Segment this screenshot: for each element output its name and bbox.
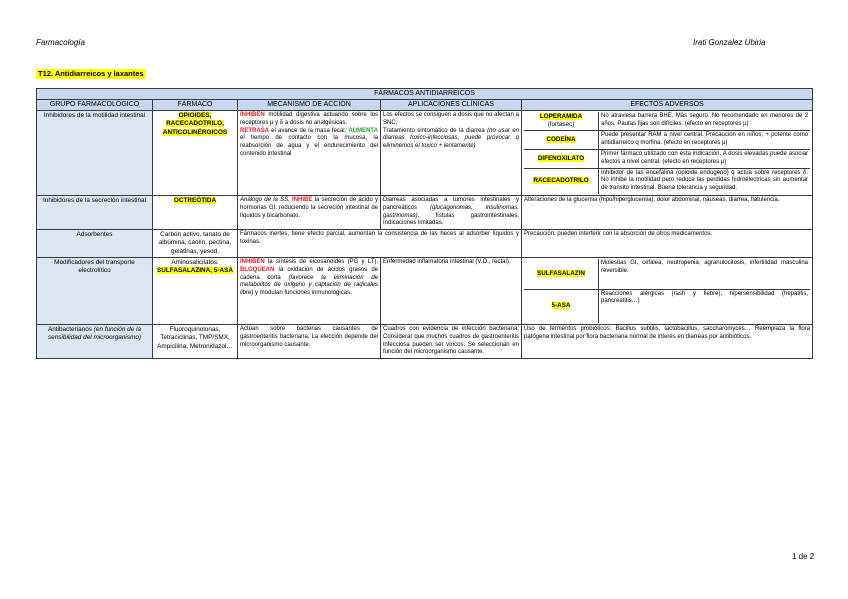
effect-drug-name: 5-ASA	[551, 302, 571, 310]
mechanism-motility	[238, 111, 381, 196]
drug-name: SULFASALAZINA, 5-ASA	[157, 267, 233, 275]
effect-row	[524, 168, 810, 194]
applications-antibacterials: Cuadros con evidencia de infección bacteriana; Considerar que muchos cuadros de gastroenteritis infecciosa pueden ser víricos. Se seleccionan en función del microorganismo causante.	[381, 325, 522, 359]
effect-row	[524, 149, 810, 168]
effect-text: Primer fármaco utilizado con esta indicación. A dosis elevadas puede asociar efectos a nivel central. (efecto en receptores µ)	[599, 149, 811, 168]
drug-name: OPIOIDES,	[178, 112, 212, 119]
effect-row	[524, 131, 810, 150]
col-header-drug: FÁRMACO	[153, 100, 238, 111]
drug-transport	[153, 258, 238, 325]
effect-drug-name: SULFASALAZIN	[537, 269, 585, 277]
effect-drug-name: LOPERAMIDA	[539, 113, 583, 120]
effect-drug-sulfasalazina	[524, 259, 599, 289]
mechanism-text: el tiempo de contacto con la mucosa, la reabsorción de agua y el endurecimiento del contenido intestinal	[240, 135, 378, 157]
section-title: T12. Antidiarreicos y laxantes	[38, 69, 144, 78]
header-author: Irati Gonzalez Ubiria	[693, 38, 766, 47]
col-header-mechanism: MECANISMO DE ACCIÓN	[238, 100, 381, 111]
group-adsorbents: Adsorbentes	[37, 230, 153, 258]
keyword-inhiben: INHIBEN	[240, 259, 265, 266]
drug-name: RACECADOTRILO,	[166, 120, 224, 128]
header-subject: Farmacología	[36, 38, 85, 47]
effect-drug-name: RACECADOTRILO	[533, 177, 589, 185]
application-text: Diarreas asociadas a tumores intestinales y pancreáticos	[383, 196, 519, 211]
application-text: Tratamiento sintomático de la diarrea	[383, 127, 488, 134]
effect-text: Molestias GI, cefalea, neutropenia, agranulocitosis, infertilidad masculina reversible.	[601, 260, 809, 274]
table-row	[37, 325, 813, 359]
page-number: 1 de 2	[792, 552, 815, 561]
table-row	[37, 258, 813, 325]
col-header-applications: APLICACIONES CLÍNICAS	[381, 100, 522, 111]
effect-row	[524, 289, 810, 323]
keyword-retrasa: RETRASA	[240, 127, 270, 134]
drug-adsorbents: Carbón activo, tanato de albúmina, caolín, pectina, gelatinas, yesod.	[153, 230, 238, 258]
effect-drug-racecadotrilo	[524, 168, 599, 194]
effect-drug-difenoxilato	[524, 149, 599, 168]
keyword-inhiben: INHIBEN	[240, 112, 265, 118]
application-text: , fístulas gastrointestinales. Indicaciones limitadas.	[383, 212, 519, 227]
group-note: (en función de la sensibilidad del microorganismo)	[47, 326, 142, 342]
mechanism-note: (favorece la eliminación de metabolitos de oxígeno y captación de radicales libre)	[240, 274, 378, 297]
keyword-aumenta: AUMENTA	[348, 127, 378, 134]
group-motility: Inhibidores de la motilidad intestinal	[37, 111, 153, 196]
drug-motility	[153, 111, 238, 196]
mechanism-antibacterials: Actúan sobre bacterias causantes de gastroenteritis bacteriana. La elección depende del microorganismo causante.	[238, 325, 381, 359]
mechanism-note: Análogo de la SS,	[240, 196, 293, 203]
table-row	[37, 111, 813, 196]
mechanism-applications-adsorbents: Fármacos inertes, tiene efecto parcial, aumentan la consistencia de las heces al adsorber líquidos y toxinas.	[238, 230, 522, 258]
effect-drug-loperamida	[524, 112, 599, 131]
group-transport: Modificadores del transporte electrolítico	[37, 258, 153, 325]
keyword-bloquean: BLOQUEAN	[240, 266, 275, 273]
drug-secretion	[153, 195, 238, 229]
table-title: FÁRMACOS ANTIDIARREICOS	[37, 89, 813, 100]
group-name: Antibacterianos	[47, 326, 94, 334]
mechanism-text: la oxidación de ácidos grasos de cadena corta	[240, 266, 378, 281]
effects-adsorbents: Precaución: pueden interferir con la absorción de otros medicamentos.	[522, 230, 813, 258]
drug-name: ANTICOLINÉRGICOS	[162, 128, 228, 136]
application-text: Los efectos se consiguen a dosis que no afectan a SNC.	[383, 112, 519, 126]
effects-antibacterials: Uso de fermentos probióticos: Bacillus subtilis, lactobacillus, saccharomyces… Reemplaza la flora patógena intestinal por flora bacteriana normal de interés en diarreas por antibióticos.	[522, 325, 813, 359]
mechanism-transport	[238, 258, 381, 325]
mechanism-text: la síntesis de eicosanoides (PG y LT),	[264, 259, 378, 266]
group-antibacterials	[37, 325, 153, 359]
effect-text: Reacciones alérgicas (rash y fiebre), hipersensibilidad (hepatitis, pancreatitis…)	[599, 289, 811, 323]
mechanism-text: motilidad digestiva actuando sobre los receptores µ y δ a dosis no analgésicas.	[240, 112, 378, 126]
effect-row	[524, 259, 810, 289]
applications-motility	[381, 111, 522, 196]
antidiarrheal-table	[36, 88, 813, 359]
effects-transport	[522, 258, 813, 325]
table-row	[37, 230, 813, 258]
mechanism-text: el avance de la masa fecal.	[269, 127, 347, 134]
table-row	[37, 195, 813, 229]
keyword-inhibe: INHIBE	[292, 196, 313, 203]
effect-drug-note: (fortasec)	[547, 121, 575, 129]
drug-antibacterials: Fluoroquinolonas, Tetraciclinas, TMP/SMX, Ampicilina, Metronidazol…	[153, 325, 238, 359]
application-note: (glucagonomas, insulinomas, gastrinomas)	[383, 204, 519, 219]
effect-drug-codeina	[524, 131, 599, 150]
effect-text: Inhibidor de las encefalina (opioide endogeno) q actúa sobre receptores δ. No inhibe la motilidad pero reduce las perdidas hidroelectricas sin aumentar de transito intestinal. Buena tolerancia y seguridad.	[599, 168, 811, 194]
mechanism-text: la secreción de ácido y hormonas GI, reduciendo la secreción intestinal de líquidos y bicarbonato.	[240, 196, 379, 219]
effects-secretion: Alteraciones de la glucemia (hipo/hiperglucemia), dolor abdominal, náuseas, diarrea, flatulencia.	[522, 195, 813, 229]
effects-motility	[522, 111, 813, 196]
effect-text: Puede presentar RAM a nivel central. Precaución en niños, + potente como antidiarreico q morfina. (efecto en receptores µ)	[599, 131, 811, 150]
col-header-adverse-effects: EFECTOS ADVERSOS	[522, 100, 813, 111]
group-secretion: Inhibidores de la secreción intestinal	[37, 195, 153, 229]
effect-row	[524, 112, 810, 131]
effect-drug-name: CODEÍNA	[546, 136, 576, 144]
application-note: (no usar en diarreas toxico-infecciosas, puede provocar q eliminemos el toxico + lentamente)	[383, 127, 519, 150]
applications-secretion	[381, 195, 522, 229]
mechanism-secretion	[238, 195, 381, 229]
col-header-group: GRUPO FARMACOLÓGICO	[37, 100, 153, 111]
effect-text: No atraviesa barrera BHE. Más seguro. No recomendado en menores de 2 años. Pautas fijas son difíciles. (efecto en receptores µ)	[601, 113, 809, 127]
effect-drug-name: DIFENOXILATO	[537, 154, 585, 162]
drug-name: OCTREÓTIDA	[173, 196, 217, 204]
effect-drug-5-asa	[524, 289, 599, 323]
mechanism-text: y modulan funciones inmunológicas.	[253, 290, 352, 297]
applications-transport: Enfermedad inflamatoria intestinal (V.O., rectal).	[381, 258, 522, 325]
drug-class: Aminosalicilatos:	[171, 259, 219, 267]
